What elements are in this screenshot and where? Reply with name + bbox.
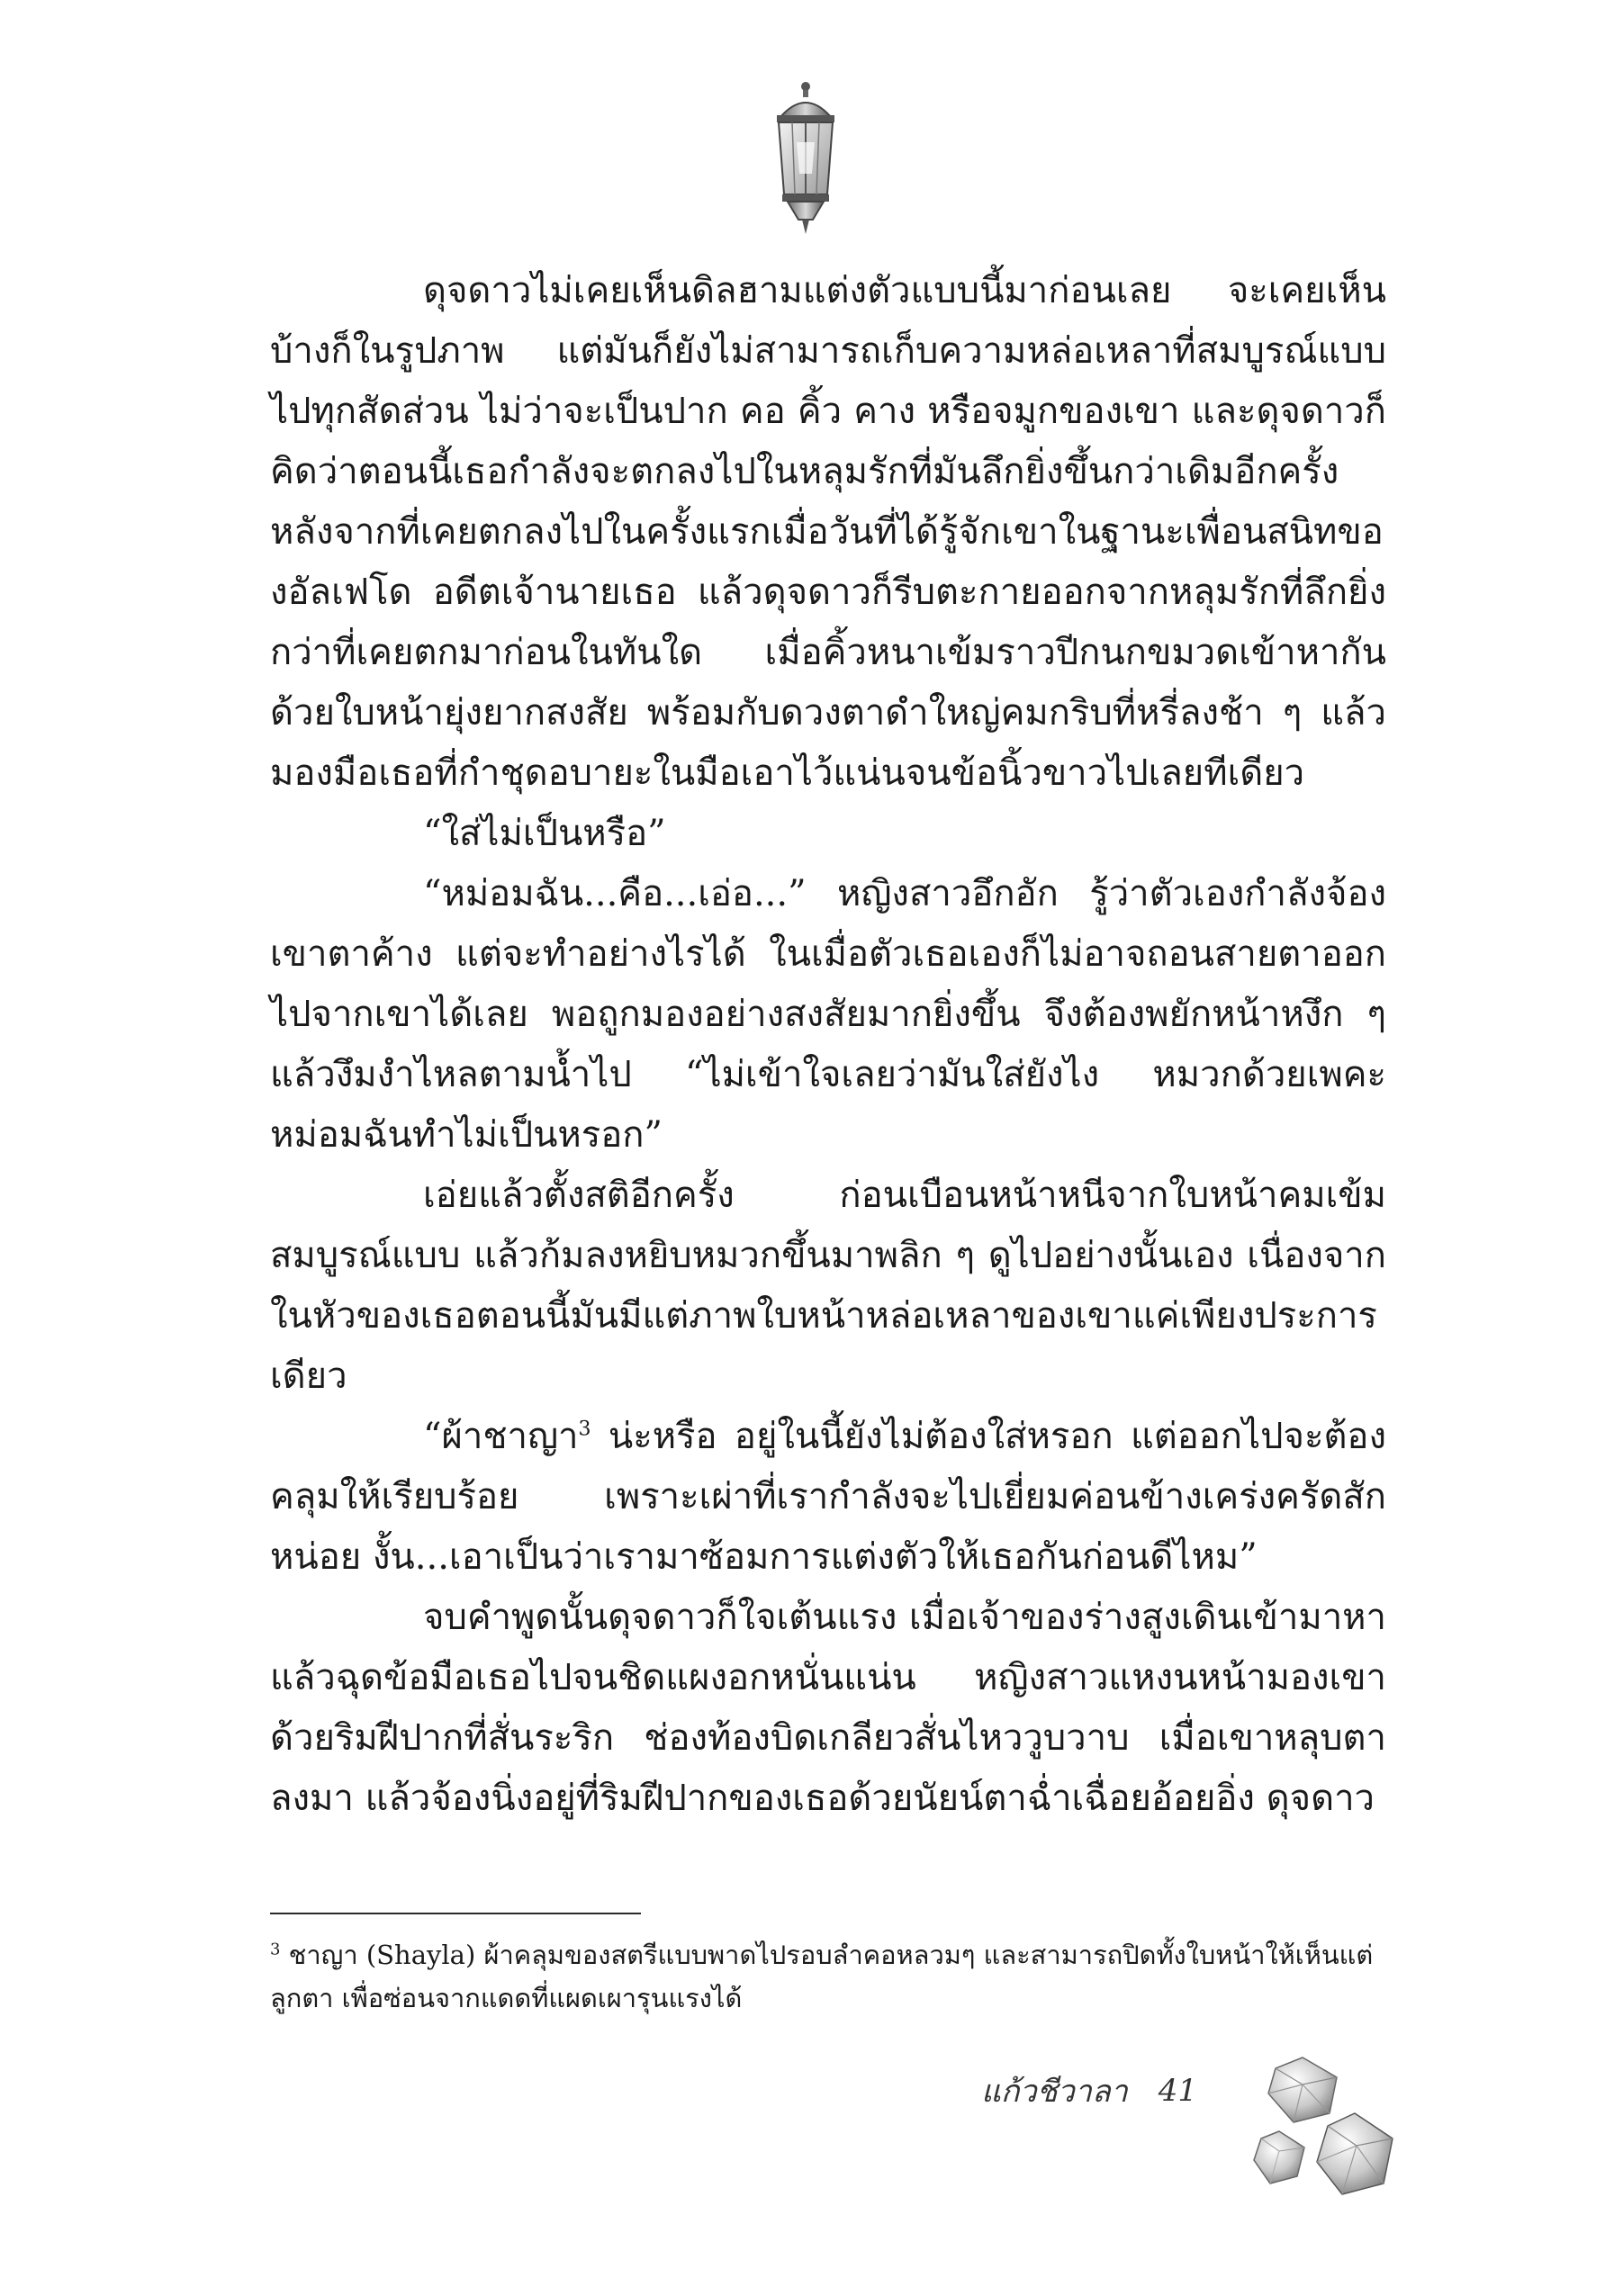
footnote-reference: 3 [578, 1418, 591, 1441]
paragraph-3: “หม่อมฉัน...คือ...เอ่อ...” หญิงสาวอึกอัก รู้ว่าตัวเองกำลังจ้องเขาตาค้าง แต่จะทำอย่างไรได้ ในเมื่อตัวเธอเองก็ไม่อาจถอนสายตาออกไปจากเขาได้เลย พอถูกมองอย่างสงสัยมากยิ่งขึ้น จึงต้องพยักหน้าหงึก ๆ แล้วงึมงำไหลตามน้ำไป “ไม่เข้าใจเลยว่ามันใส่ยังไง หมวกด้วยเพคะ หม่อมฉันทำไม่เป็นหรอก” [270, 873, 1386, 1156]
footnote-number: 3 [270, 1940, 281, 1959]
paragraph-1: ดุจดาวไม่เคยเห็นดิลฮามแต่งตัวแบบนี้มาก่อนเลย จะเคยเห็นบ้างก็ในรูปภาพ แต่มันก็ยังไม่สามารถเก็บความหล่อเหลาที่สมบูรณ์แบบไปทุกสัดส่วน ไม่ว่าจะเป็นปาก คอ คิ้ว คาง หรือจมูกของเขา และดุจดาวก็คิดว่าตอนนี้เธอกำลังจะตกลงไปในหลุมรักที่มันลึกยิ่งขึ้นกว่าเดิมอีกครั้ง หลังจากที่เคยตกลงไปในครั้งแรกเมื่อวันที่ได้รู้จักเขาในฐานะเพื่อนสนิทของอัลเฟโด อดีตเจ้านายเธอ แล้วดุจดาวก็รีบตะกายออกจากหลุมรักที่ลึกยิ่งกว่าที่เคยตกมาก่อนในทันใด เมื่อคิ้วหนาเข้มราวปีกนกขมวดเข้าหากันด้วยใบหน้ายุ่งยากสงสัย พร้อมกับดวงตาดำใหญ่คมกริบที่หรี่ลงช้า ๆ แล้วมองมือเธอที่กำชุดอบายะในมือเอาไว้แน่นจนข้อนิ้วขาวไปเลยทีเดียว [270, 270, 1386, 794]
page-footer [981, 2068, 1251, 2113]
book-title: แก้วชีวาลา [981, 2074, 1128, 2110]
lantern-icon [761, 79, 851, 241]
footnote-divider [270, 1913, 641, 1914]
paragraph-5 [270, 1407, 1386, 1588]
page-number: 41 [1158, 2073, 1198, 2109]
paragraph-2: “ใส่ไม่เป็นหรือ” [423, 813, 666, 854]
paragraph-6: จบคำพูดนั้นดุจดาวก็ใจเต้นแรง เมื่อเจ้าของร่างสูงเดินเข้ามาหา แล้วฉุดข้อมือเธอไปจนชิดแผงอกหนั่นแน่น หญิงสาวแหงนหน้ามองเขาด้วยริมฝีปากที่สั่นระริก ช่องท้องบิดเกลียวสั่นไหววูบวาบ เมื่อเขาหลุบตาลงมา แล้วจ้องนิ่งอยู่ที่ริมฝีปากของเธอด้วยนัยน์ตาฉ่ำเฉื่อยอ้อยอิ่ง ดุจดาว [270, 1597, 1386, 1819]
paragraph-5-start: “ผ้าชาญา [423, 1416, 579, 1457]
footnote [270, 1933, 1386, 2020]
footnote-text: ชาญา (Shayla) ผ้าคลุมของสตรีแบบพาดไปรอบลำคอหลวมๆ และสามารถปิดทั้งใบหน้าให้เห็นแต่ลูกตา เพื่อซ่อนจากแดดที่แผดเผารุนแรงได้ [270, 1940, 1374, 2013]
paragraph-4: เอ่ยแล้วตั้งสติอีกครั้ง ก่อนเบือนหน้าหนีจากใบหน้าคมเข้มสมบูรณ์แบบ แล้วก้มลงหยิบหมวกขึ้นมาพลิก ๆ ดูไปอย่างนั้นเอง เนื่องจากในหัวของเธอตอนนี้มันมีแต่ภาพใบหน้าหล่อเหลาของเขาแค่เพียงประการเดียว [270, 1175, 1386, 1397]
paragraph-5-end: น่ะหรือ อยู่ในนี้ยังไม่ต้องใส่หรอก แต่ออกไปจะต้องคลุมให้เรียบร้อย เพราะเผ่าที่เรากำลังจะไปเยี่ยมค่อนข้างเคร่งครัดสักหน่อย งั้น...เอาเป็นว่าเรามาซ้อมการแต่งตัวให้เธอกันก่อนดีไหม” [270, 1416, 1386, 1578]
diamonds-icon [1247, 2041, 1404, 2203]
body-text [270, 261, 1386, 1829]
